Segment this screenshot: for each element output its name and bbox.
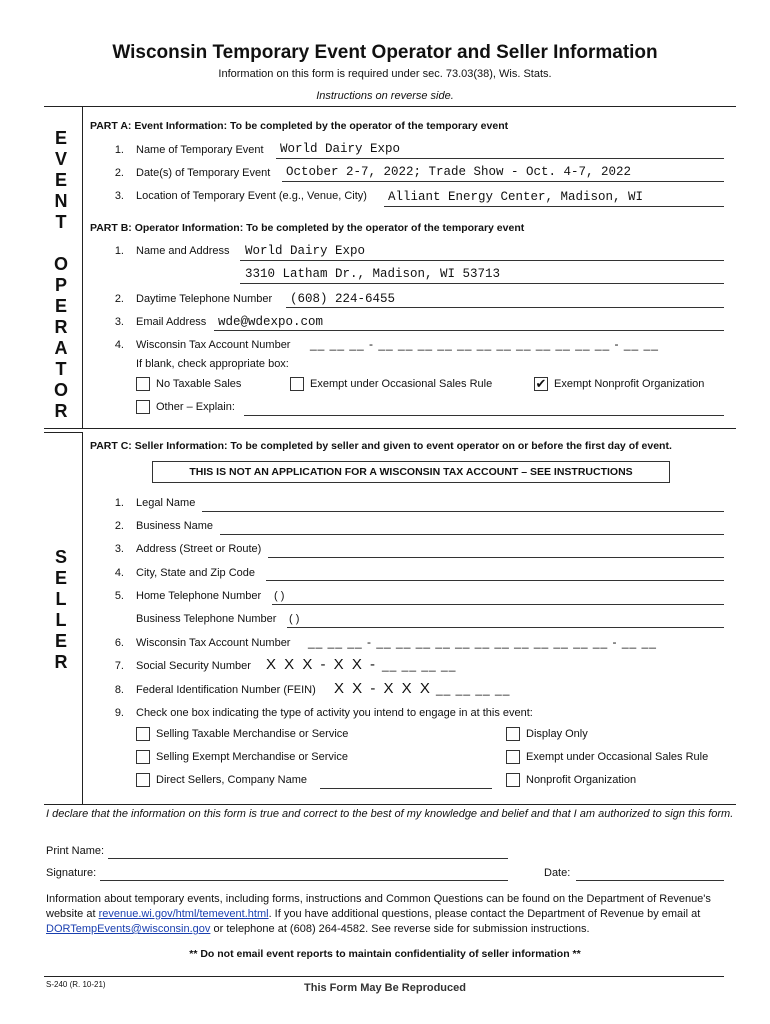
exempt-nonprofit-label: Exempt Nonprofit Organization: [554, 378, 705, 390]
info-text: . If you have additional questions, please contact the Department of Revenue by email at: [268, 908, 701, 920]
fein-label: Federal Identification Number (FEIN): [136, 684, 316, 696]
footer-line: [44, 976, 724, 977]
seller-address-field[interactable]: [268, 557, 724, 558]
blank-note: If blank, check appropriate box:: [136, 358, 289, 370]
seller-city-label: City, State and Zip Code: [136, 567, 256, 579]
exempt-occasional-seller-label: Exempt under Occasional Sales Rule: [526, 751, 709, 763]
check-mark-icon: ✔: [535, 376, 547, 391]
info-paragraph: [46, 892, 736, 937]
operator-name-line: [240, 260, 724, 261]
declaration-text: I declare that the information on this form is true and correct to the best of my knowledge and belief and that I am authorized to sign this form.: [46, 808, 734, 820]
form-subtitle: Information on this form is required under sec. 73.03(38), Wis. Stats.: [218, 68, 552, 80]
info-text: Information about temporary events, including forms, instructions and Common Questions can be found on the Department of Revenue's website at: [46, 893, 711, 920]
ssn-field[interactable]: __ __ __ __: [382, 658, 457, 672]
operator-tax-label: Wisconsin Tax Account Number: [136, 339, 291, 351]
business-phone-field[interactable]: [287, 627, 724, 628]
item-number: 2.: [114, 520, 124, 532]
display-only-label: Display Only: [526, 728, 588, 740]
side-label-seller: S E L L E R: [54, 547, 68, 672]
seller-divider: [82, 432, 83, 804]
signature-label: Signature:: [46, 867, 97, 879]
fein-field[interactable]: __ __ __ __: [436, 682, 511, 696]
operator-address-line: [240, 283, 724, 284]
part-c-heading: PART C: Seller Information: To be completed by seller and given to event operator on or before the first day of event.: [90, 440, 672, 452]
print-name-label: Print Name:: [46, 845, 105, 857]
direct-sellers-checkbox[interactable]: [136, 773, 150, 787]
seller-address-label: Address (Street or Route): [136, 543, 262, 555]
operator-phone-line: [286, 307, 724, 308]
company-name-field[interactable]: [320, 788, 492, 789]
event-dates-field[interactable]: October 2-7, 2022; Trade Show - Oct. 4-7, 2022: [286, 165, 632, 179]
item-number: 9.: [114, 707, 124, 719]
date-label: Date:: [544, 867, 571, 879]
side-label-operator: O P E R A T O R: [53, 254, 68, 421]
event-name-field[interactable]: World Dairy Expo: [280, 142, 401, 156]
ssn-label: Social Security Number: [136, 660, 251, 672]
item-number: 2.: [114, 293, 124, 305]
other-checkbox[interactable]: [136, 400, 150, 414]
event-dates-label: Date(s) of Temporary Event: [136, 167, 271, 179]
part-b-heading: PART B: Operator Information: To be completed by the operator of the temporary event: [90, 222, 525, 234]
item-number: 2.: [114, 167, 124, 179]
date-field[interactable]: [576, 880, 724, 881]
instructions-note: Instructions on reverse side.: [316, 90, 454, 102]
other-label: Other – Explain:: [156, 401, 235, 413]
print-name-field[interactable]: [108, 858, 508, 859]
part-a-heading: PART A: Event Information: To be completed by the operator of the temporary event: [90, 120, 509, 132]
event-name-line: [276, 158, 724, 159]
item-number: 3.: [114, 543, 124, 555]
legal-name-label: Legal Name: [136, 497, 196, 509]
business-phone-label: Business Telephone Number: [136, 613, 277, 625]
seller-city-field[interactable]: [266, 580, 724, 581]
top-border: [44, 106, 736, 107]
nonprofit-checkbox[interactable]: [506, 773, 520, 787]
exempt-nonprofit-checkbox[interactable]: [534, 377, 548, 391]
declaration-border: [44, 804, 736, 805]
event-location-label: Location of Temporary Event (e.g., Venue, City): [136, 190, 367, 202]
operator-name-label: Name and Address: [136, 245, 230, 257]
seller-tax-field[interactable]: __ __ __ - __ __ __ __ __ __ __ __ __ __ __ __ - __ __: [308, 635, 657, 649]
operator-name-field[interactable]: World Dairy Expo: [245, 244, 366, 258]
business-name-field[interactable]: [220, 534, 724, 535]
exempt-occasional-checkbox[interactable]: [290, 377, 304, 391]
display-only-checkbox[interactable]: [506, 727, 520, 741]
temp-events-link[interactable]: revenue.wi.gov/html/temevent.html: [98, 908, 269, 920]
item-number: 6.: [114, 637, 124, 649]
item-number: 1.: [114, 245, 124, 257]
operator-email-line: [214, 330, 724, 331]
legal-name-field[interactable]: [202, 511, 724, 512]
item-number: 8.: [114, 684, 124, 696]
ssn-mask: X X X - X X -: [266, 656, 378, 673]
form-id: S-240 (R. 10-21): [46, 980, 106, 989]
item-number: 4.: [114, 567, 124, 579]
taxable-merch-checkbox[interactable]: [136, 727, 150, 741]
item-number: 1.: [114, 144, 124, 156]
item-number: 7.: [114, 660, 124, 672]
section-divider: [44, 428, 736, 429]
fein-mask: X X - X X X: [334, 680, 432, 697]
home-phone-label: Home Telephone Number: [136, 590, 262, 602]
form-title: Wisconsin Temporary Event Operator and Seller Information: [112, 42, 658, 63]
operator-tax-field[interactable]: __ __ __ - __ __ __ __ __ __ __ __ __ __ __ __ - __ __: [310, 337, 659, 351]
notice-box: THIS IS NOT AN APPLICATION FOR A WISCONSIN TAX ACCOUNT – SEE INSTRUCTIONS: [152, 461, 670, 483]
operator-divider: [82, 106, 83, 428]
item-number: 3.: [114, 190, 124, 202]
confidentiality-warning: ** Do not email event reports to maintain confidentiality of seller information **: [189, 948, 581, 960]
operator-email-label: Email Address: [136, 316, 207, 328]
signature-field[interactable]: [100, 880, 508, 881]
home-phone-paren: ( ): [274, 590, 285, 602]
nonprofit-label: Nonprofit Organization: [526, 774, 637, 786]
seller-tax-label: Wisconsin Tax Account Number: [136, 637, 291, 649]
taxable-merch-label: Selling Taxable Merchandise or Service: [156, 728, 349, 740]
event-location-field[interactable]: Alliant Energy Center, Madison, WI: [388, 190, 644, 204]
event-location-line: [384, 206, 724, 207]
email-link[interactable]: DORTempEvents@wisconsin.gov: [46, 923, 211, 935]
exempt-occasional-seller-checkbox[interactable]: [506, 750, 520, 764]
event-dates-line: [282, 181, 724, 182]
reproduce-note: This Form May Be Reproduced: [304, 982, 466, 994]
item-number: 3.: [114, 316, 124, 328]
event-name-label: Name of Temporary Event: [136, 144, 264, 156]
item-number: 4.: [114, 339, 124, 351]
info-text: or telephone at (608) 264-4582. See reverse side for submission instructions.: [213, 923, 590, 935]
operator-phone-field[interactable]: (608) 224-6455: [290, 292, 396, 306]
operator-email-field[interactable]: wde@wdexpo.com: [218, 315, 324, 329]
item-number: 1.: [114, 497, 124, 509]
direct-sellers-label: Direct Sellers, Company Name: [156, 774, 307, 786]
exempt-merch-checkbox[interactable]: [136, 750, 150, 764]
other-explain-line[interactable]: [244, 415, 724, 416]
business-phone-paren: ( ): [289, 613, 300, 625]
operator-address-field[interactable]: 3310 Latham Dr., Madison, WI 53713: [245, 267, 501, 281]
item-number: 5.: [114, 590, 124, 602]
operator-phone-label: Daytime Telephone Number: [136, 293, 273, 305]
no-taxable-sales-label: No Taxable Sales: [156, 378, 242, 390]
no-taxable-sales-checkbox[interactable]: [136, 377, 150, 391]
home-phone-field[interactable]: [272, 604, 724, 605]
business-name-label: Business Name: [136, 520, 214, 532]
exempt-occasional-label: Exempt under Occasional Sales Rule: [310, 378, 493, 390]
activity-label: Check one box indicating the type of activity you intend to engage in at this event:: [136, 707, 533, 719]
section-divider-2: [44, 432, 82, 433]
side-label-event: E V E N T: [54, 128, 68, 232]
exempt-merch-label: Selling Exempt Merchandise or Service: [156, 751, 348, 763]
